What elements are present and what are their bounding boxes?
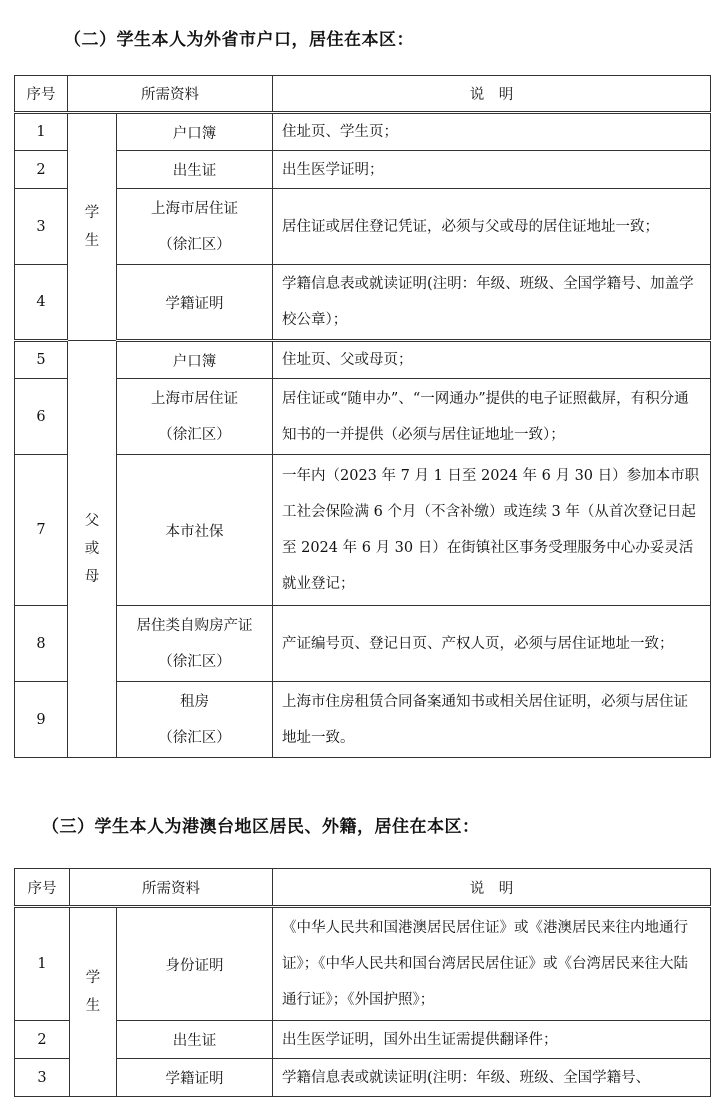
row-desc: 居住证或居住登记凭证，必须与父或母的居住证地址一致；	[273, 189, 711, 265]
row-no: 2	[15, 1021, 70, 1059]
group-parent: 父 或 母	[68, 341, 117, 758]
table-row	[15, 455, 711, 606]
row-desc: 出生医学证明，国外出生证需提供翻译件；	[273, 1021, 711, 1059]
section3-table	[14, 868, 711, 1097]
row-no: 2	[15, 151, 68, 189]
table-row	[15, 682, 711, 758]
row-no: 6	[15, 379, 68, 455]
row-no: 5	[15, 341, 68, 379]
table-row	[15, 1059, 711, 1097]
row-desc: 学籍信息表或就读证明(注明：年级、班级、全国学籍号、加盖学校公章）；	[273, 265, 711, 341]
row-desc: 住址页、学生页；	[273, 113, 711, 151]
table-row	[15, 189, 711, 265]
group-student: 学 生	[68, 113, 117, 341]
row-no: 4	[15, 265, 68, 341]
row-desc: 学籍信息表或就读证明(注明：年级、班级、全国学籍号、	[273, 1059, 711, 1097]
row-desc: 居住证或“随申办”、“一网通办”提供的电子证照截屏，有积分通知书的一并提供（必须与居住证地址一致）；	[273, 379, 711, 455]
table-row	[15, 265, 711, 341]
row-desc: 产证编号页、登记日页、产权人页，必须与居住证地址一致；	[273, 606, 711, 682]
header-no: 序号	[15, 76, 68, 113]
row-no: 8	[15, 606, 68, 682]
row-desc: 一年内（2023 年 7 月 1 日至 2024 年 6 月 30 日）参加本市职工社会保险满 6 个月（不含补缴）或连续 3 年（从首次登记日起至 2024 年 6 月 30 日）在街镇社区事务受理服务中心办妥灵活就业登记；	[273, 455, 711, 606]
section2-heading: （二）学生本人为外省市户口，居住在本区：	[64, 30, 414, 50]
row-item: 租房 （徐汇区）	[117, 682, 273, 758]
row-item: 出生证	[117, 151, 273, 189]
row-item: 上海市居住证 （徐汇区）	[117, 379, 273, 455]
row-desc: 出生医学证明；	[273, 151, 711, 189]
row-no: 9	[15, 682, 68, 758]
table-row	[15, 606, 711, 682]
group-student: 学 生	[70, 907, 117, 1097]
table-row	[15, 907, 711, 1021]
table-row	[15, 1021, 711, 1059]
header-material: 所需资料	[68, 76, 273, 113]
row-desc: 《中华人民共和国港澳居民居住证》或《港澳居民来往内地通行证》；《中华人民共和国台湾居民居住证》或《台湾居民来往大陆通行证》；《外国护照》；	[273, 907, 711, 1021]
table-row	[15, 151, 711, 189]
table-row	[15, 113, 711, 151]
row-item: 学籍证明	[117, 1059, 273, 1097]
table-row	[15, 341, 711, 379]
table-row	[15, 379, 711, 455]
section2-table	[14, 75, 711, 758]
header-no: 序号	[15, 869, 70, 907]
row-item: 上海市居住证 （徐汇区）	[117, 189, 273, 265]
header-desc: 说 明	[273, 869, 711, 907]
row-no: 1	[15, 907, 70, 1021]
header-material: 所需资料	[70, 869, 273, 907]
row-item: 学籍证明	[117, 265, 273, 341]
header-desc: 说 明	[273, 76, 711, 113]
row-desc: 住址页、父或母页；	[273, 341, 711, 379]
row-desc: 上海市住房租赁合同备案通知书或相关居住证明，必须与居住证地址一致。	[273, 682, 711, 758]
row-no: 3	[15, 189, 68, 265]
row-item: 出生证	[117, 1021, 273, 1059]
row-item: 户口簿	[117, 113, 273, 151]
section3-heading: （三）学生本人为港澳台地区居民、外籍，居住在本区：	[42, 817, 480, 837]
row-no: 3	[15, 1059, 70, 1097]
row-no: 7	[15, 455, 68, 606]
row-item: 居住类自购房产证 （徐汇区）	[117, 606, 273, 682]
row-no: 1	[15, 113, 68, 151]
row-item: 户口簿	[117, 341, 273, 379]
row-item: 本市社保	[117, 455, 273, 606]
row-item: 身份证明	[117, 907, 273, 1021]
